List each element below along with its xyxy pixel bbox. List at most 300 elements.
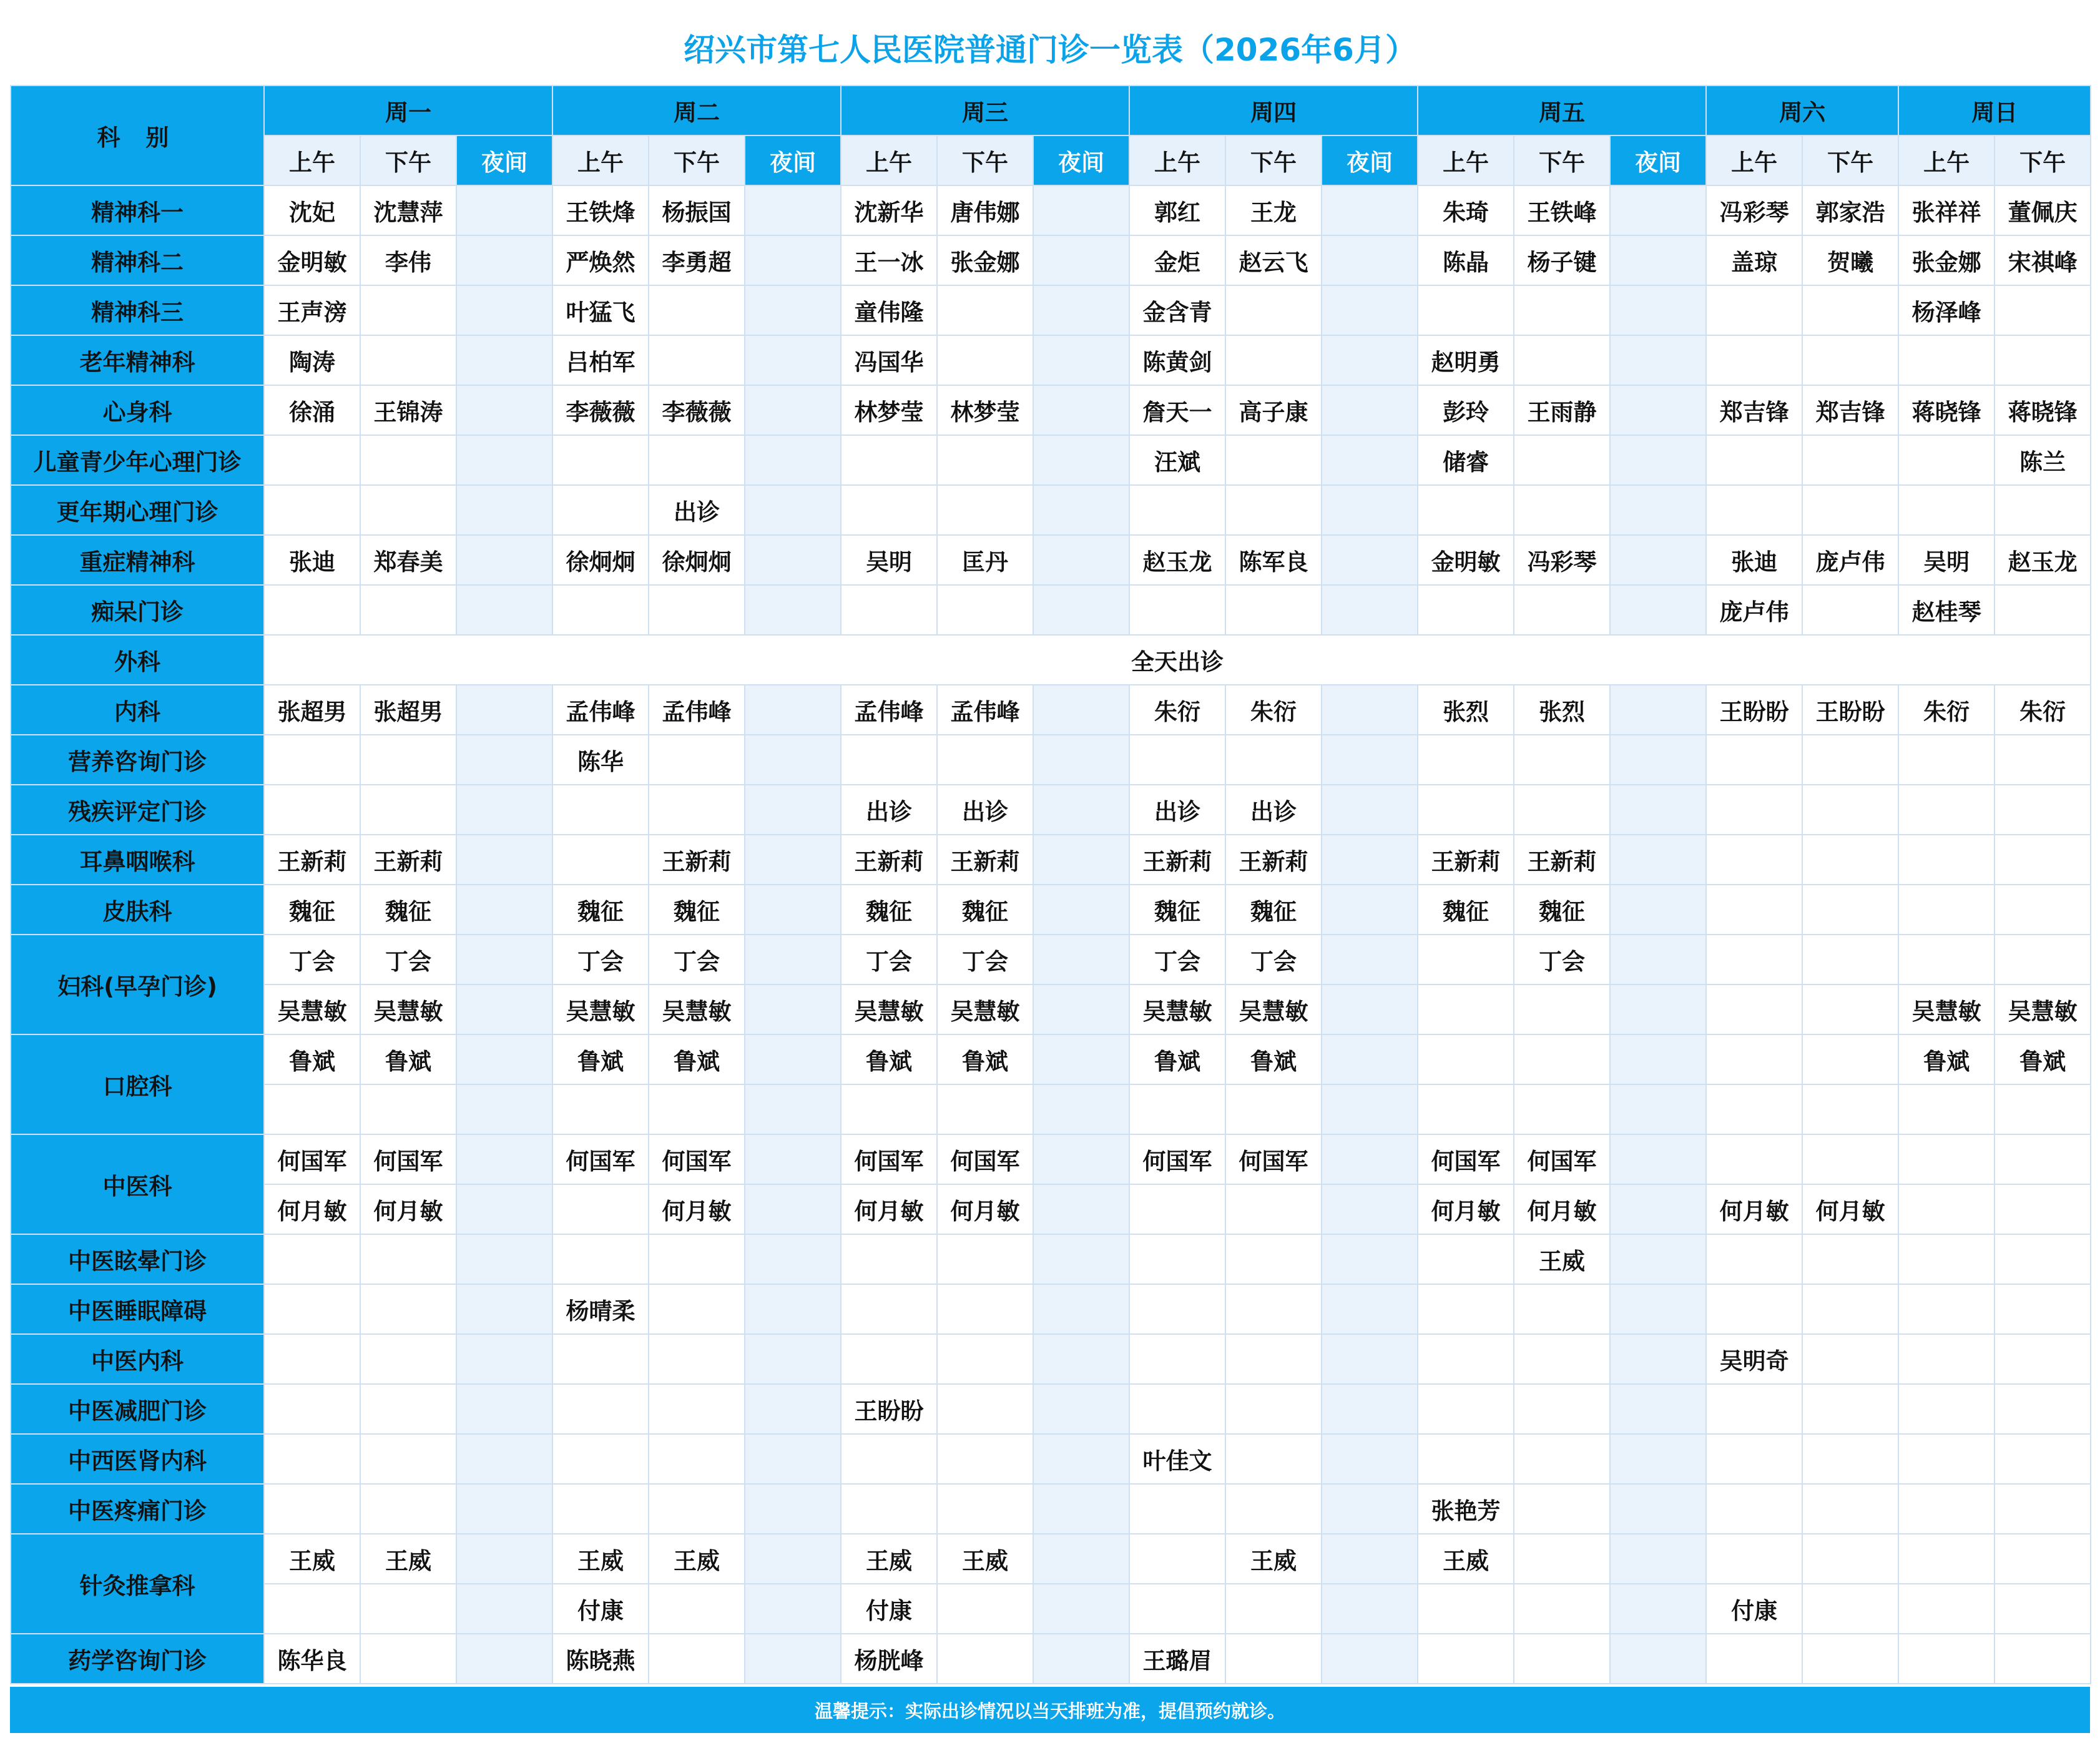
schedule-cell	[1898, 1534, 1995, 1584]
schedule-cell: 何国军	[1418, 1134, 1514, 1184]
session-header-night: 夜间	[745, 135, 841, 185]
schedule-cell	[456, 585, 552, 635]
schedule-cell	[1514, 585, 1610, 635]
schedule-cell: 鲁斌	[360, 1034, 456, 1084]
schedule-cell	[456, 1434, 552, 1484]
session-header-am: 上午	[1706, 135, 1802, 185]
schedule-cell	[1610, 1534, 1706, 1584]
schedule-cell	[1706, 1484, 1802, 1534]
schedule-cell	[1898, 1334, 1995, 1384]
schedule-cell	[1898, 1134, 1995, 1184]
schedule-cell	[1033, 185, 1129, 235]
schedule-cell: 郑春美	[360, 535, 456, 585]
schedule-cell: 庞卢伟	[1706, 585, 1802, 635]
schedule-cell	[745, 1484, 841, 1534]
schedule-cell: 徐炯炯	[552, 535, 649, 585]
schedule-cell: 李伟	[360, 235, 456, 285]
schedule-cell	[745, 585, 841, 635]
schedule-cell	[1802, 885, 1898, 935]
schedule-cell: 何国军	[1129, 1134, 1225, 1184]
day-header: 周二	[552, 86, 841, 135]
schedule-cell: 沈妃	[264, 185, 360, 235]
schedule-cell	[264, 1484, 360, 1534]
schedule-cell	[1802, 1634, 1898, 1684]
schedule-cell: 杨晴柔	[552, 1284, 649, 1334]
schedule-cell: 郑吉锋	[1802, 385, 1898, 435]
schedule-cell	[1995, 1634, 2091, 1684]
schedule-cell	[841, 585, 937, 635]
schedule-cell	[745, 285, 841, 335]
schedule-cell	[1225, 1234, 1322, 1284]
schedule-cell	[1995, 1284, 2091, 1334]
schedule-cell	[456, 185, 552, 235]
schedule-cell: 陈黄剑	[1129, 335, 1225, 385]
dept-name: 儿童青少年心理门诊	[11, 435, 264, 485]
schedule-cell: 郑吉锋	[1706, 385, 1802, 435]
schedule-cell: 出诊	[937, 785, 1033, 835]
schedule-cell	[1802, 1134, 1898, 1184]
day-header: 周一	[264, 86, 552, 135]
schedule-cell	[360, 1384, 456, 1434]
schedule-cell: 孟伟峰	[937, 685, 1033, 735]
schedule-cell	[1322, 435, 1418, 485]
table-row	[11, 585, 2091, 635]
schedule-cell	[1995, 1334, 2091, 1384]
schedule-cell	[649, 1084, 745, 1134]
schedule-cell	[264, 1334, 360, 1384]
schedule-cell	[745, 735, 841, 785]
schedule-cell: 庞卢伟	[1802, 535, 1898, 585]
schedule-cell	[1418, 485, 1514, 535]
schedule-cell	[841, 1434, 937, 1484]
schedule-cell: 丁会	[264, 935, 360, 984]
table-row	[11, 235, 2091, 285]
schedule-cell	[1033, 585, 1129, 635]
schedule-cell: 沈新华	[841, 185, 937, 235]
schedule-cell: 丁会	[649, 935, 745, 984]
schedule-cell	[552, 1384, 649, 1434]
schedule-cell	[1802, 1384, 1898, 1434]
schedule-cell: 鲁斌	[649, 1034, 745, 1084]
schedule-cell: 张迪	[264, 535, 360, 585]
schedule-cell	[456, 1384, 552, 1434]
schedule-cell	[1514, 435, 1610, 485]
schedule-cell: 王新莉	[1514, 835, 1610, 885]
dept-name: 中西医肾内科	[11, 1434, 264, 1484]
day-header: 周三	[841, 86, 1129, 135]
schedule-cell	[745, 885, 841, 935]
schedule-cell: 何月敏	[1418, 1184, 1514, 1234]
schedule-cell	[456, 935, 552, 984]
dept-name: 残疾评定门诊	[11, 785, 264, 835]
dept-name: 中医疼痛门诊	[11, 1484, 264, 1534]
schedule-cell: 匡丹	[937, 535, 1033, 585]
schedule-cell: 金明敏	[264, 235, 360, 285]
schedule-cell: 鲁斌	[1225, 1034, 1322, 1084]
schedule-cell	[745, 935, 841, 984]
schedule-cell	[1514, 1634, 1610, 1684]
session-header-am: 上午	[552, 135, 649, 185]
schedule-cell: 严焕然	[552, 235, 649, 285]
schedule-cell	[1033, 1234, 1129, 1284]
schedule-cell	[1898, 835, 1995, 885]
dept-name: 中医科	[11, 1134, 264, 1234]
schedule-cell	[1898, 1084, 1995, 1134]
day-header: 周日	[1898, 86, 2091, 135]
schedule-cell	[360, 1334, 456, 1384]
schedule-cell: 金含青	[1129, 285, 1225, 335]
schedule-cell	[1610, 935, 1706, 984]
schedule-cell	[1995, 285, 2091, 335]
schedule-cell	[1129, 1484, 1225, 1534]
schedule-cell: 丁会	[1225, 935, 1322, 984]
dept-name: 皮肤科	[11, 885, 264, 935]
table-row	[11, 1184, 2091, 1234]
schedule-cell	[456, 285, 552, 335]
session-header-night: 夜间	[456, 135, 552, 185]
dept-name: 中医减肥门诊	[11, 1384, 264, 1434]
table-row	[11, 485, 2091, 535]
schedule-cell: 鲁斌	[1129, 1034, 1225, 1084]
schedule-cell	[1322, 285, 1418, 335]
schedule-cell: 冯彩琴	[1514, 535, 1610, 585]
table-row	[11, 335, 2091, 385]
schedule-cell: 陈晶	[1418, 235, 1514, 285]
schedule-cell	[649, 1584, 745, 1634]
schedule-cell: 魏征	[360, 885, 456, 935]
schedule-cell	[1033, 285, 1129, 335]
schedule-cell	[745, 1134, 841, 1184]
schedule-cell: 王新莉	[360, 835, 456, 885]
table-row	[11, 785, 2091, 835]
schedule-cell: 吴明	[1898, 535, 1995, 585]
schedule-cell	[745, 984, 841, 1034]
schedule-cell	[1995, 1484, 2091, 1534]
schedule-cell	[1610, 335, 1706, 385]
schedule-cell	[1802, 1084, 1898, 1134]
dept-name: 妇科(早孕门诊)	[11, 935, 264, 1034]
schedule-cell	[1033, 1384, 1129, 1434]
schedule-cell	[937, 1084, 1033, 1134]
schedule-cell	[1514, 984, 1610, 1034]
schedule-cell	[1225, 1184, 1322, 1234]
schedule-cell	[1322, 335, 1418, 385]
schedule-cell: 吴慧敏	[1995, 984, 2091, 1034]
schedule-cell	[1610, 1284, 1706, 1334]
schedule-cell: 魏征	[1514, 885, 1610, 935]
schedule-cell	[1610, 585, 1706, 635]
schedule-cell	[1610, 1434, 1706, 1484]
schedule-cell	[456, 1634, 552, 1684]
schedule-cell	[1129, 1534, 1225, 1584]
table-row	[11, 1534, 2091, 1584]
session-header-night: 夜间	[1033, 135, 1129, 185]
schedule-cell	[745, 1634, 841, 1684]
schedule-cell: 何月敏	[841, 1184, 937, 1234]
schedule-cell: 詹天一	[1129, 385, 1225, 435]
schedule-cell	[1129, 1084, 1225, 1134]
schedule-cell	[649, 1484, 745, 1534]
schedule-cell	[1995, 1184, 2091, 1234]
schedule-cell	[649, 785, 745, 835]
schedule-cell	[1995, 1084, 2091, 1134]
schedule-cell	[1129, 735, 1225, 785]
table-row	[11, 735, 2091, 785]
session-header-am: 上午	[264, 135, 360, 185]
schedule-cell: 赵玉龙	[1129, 535, 1225, 585]
schedule-cell: 吴慧敏	[1898, 984, 1995, 1034]
schedule-cell	[456, 385, 552, 435]
schedule-cell	[1225, 1484, 1322, 1534]
schedule-cell	[1706, 1534, 1802, 1584]
schedule-cell: 何月敏	[264, 1184, 360, 1234]
schedule-cell	[1322, 1084, 1418, 1134]
schedule-cell	[1610, 1484, 1706, 1534]
schedule-cell	[1802, 1584, 1898, 1634]
schedule-cell	[1898, 335, 1995, 385]
schedule-cell	[937, 285, 1033, 335]
schedule-cell	[264, 1234, 360, 1284]
schedule-cell	[360, 1284, 456, 1334]
schedule-cell	[1033, 1284, 1129, 1334]
schedule-cell	[1610, 1034, 1706, 1084]
schedule-cell: 丁会	[360, 935, 456, 984]
schedule-cell: 吴慧敏	[360, 984, 456, 1034]
schedule-cell: 王新莉	[1418, 835, 1514, 885]
schedule-cell	[1514, 335, 1610, 385]
schedule-cell	[745, 1184, 841, 1234]
schedule-cell	[1802, 335, 1898, 385]
schedule-cell: 叶佳文	[1129, 1434, 1225, 1484]
schedule-cell	[1033, 1584, 1129, 1634]
schedule-cell	[1514, 1384, 1610, 1434]
schedule-cell	[1610, 1134, 1706, 1184]
schedule-cell: 盖琼	[1706, 235, 1802, 285]
schedule-cell	[1802, 1034, 1898, 1084]
schedule-cell	[552, 435, 649, 485]
schedule-cell	[841, 485, 937, 535]
schedule-cell	[1802, 1484, 1898, 1534]
schedule-cell	[1610, 185, 1706, 235]
schedule-cell	[745, 335, 841, 385]
schedule-cell	[1418, 1084, 1514, 1134]
schedule-cell	[1802, 735, 1898, 785]
schedule-cell	[552, 1084, 649, 1134]
schedule-cell	[1322, 485, 1418, 535]
schedule-cell	[1418, 1584, 1514, 1634]
schedule-cell	[1706, 785, 1802, 835]
schedule-cell	[937, 1634, 1033, 1684]
schedule-cell	[649, 1634, 745, 1684]
schedule-cell	[1322, 1634, 1418, 1684]
schedule-cell: 魏征	[264, 885, 360, 935]
schedule-cell	[1995, 1584, 2091, 1634]
schedule-cell: 王威	[937, 1534, 1033, 1584]
schedule-cell	[841, 1484, 937, 1534]
schedule-cell	[937, 735, 1033, 785]
session-header-am: 上午	[1898, 135, 1995, 185]
schedule-cell	[1033, 785, 1129, 835]
schedule-cell	[1898, 935, 1995, 984]
schedule-cell: 何国军	[1225, 1134, 1322, 1184]
schedule-cell: 朱衍	[1129, 685, 1225, 735]
schedule-cell	[745, 835, 841, 885]
schedule-cell	[1322, 835, 1418, 885]
dept-name: 耳鼻咽喉科	[11, 835, 264, 885]
schedule-cell: 赵明勇	[1418, 335, 1514, 385]
schedule-cell	[1418, 1234, 1514, 1284]
table-row	[11, 435, 2091, 485]
schedule-cell	[456, 435, 552, 485]
schedule-cell	[456, 835, 552, 885]
schedule-cell	[1225, 1284, 1322, 1334]
schedule-cell: 王龙	[1225, 185, 1322, 235]
schedule-cell: 鲁斌	[937, 1034, 1033, 1084]
schedule-cell	[1898, 1234, 1995, 1284]
schedule-cell	[649, 435, 745, 485]
schedule-cell: 出诊	[841, 785, 937, 835]
schedule-cell	[1514, 1034, 1610, 1084]
schedule-cell	[1995, 835, 2091, 885]
schedule-cell	[1802, 485, 1898, 535]
schedule-cell	[1225, 1334, 1322, 1384]
schedule-cell: 张金娜	[1898, 235, 1995, 285]
schedule-cell: 何国军	[841, 1134, 937, 1184]
schedule-cell: 吴慧敏	[552, 984, 649, 1034]
schedule-cell: 出诊	[1225, 785, 1322, 835]
schedule-cell	[1898, 1484, 1995, 1534]
schedule-cell	[1322, 1134, 1418, 1184]
schedule-table	[10, 85, 2091, 1684]
schedule-cell	[1033, 735, 1129, 785]
schedule-cell	[360, 1634, 456, 1684]
schedule-cell	[1322, 785, 1418, 835]
schedule-cell: 魏征	[649, 885, 745, 935]
schedule-cell	[1995, 485, 2091, 535]
schedule-cell	[1225, 735, 1322, 785]
schedule-cell	[1033, 335, 1129, 385]
schedule-cell	[1514, 735, 1610, 785]
schedule-cell: 魏征	[937, 885, 1033, 935]
schedule-cell	[1898, 1184, 1995, 1234]
schedule-cell	[1322, 535, 1418, 585]
schedule-cell	[1033, 535, 1129, 585]
schedule-cell	[1225, 435, 1322, 485]
schedule-cell	[1610, 1084, 1706, 1134]
schedule-cell	[1610, 785, 1706, 835]
schedule-cell: 张艳芳	[1418, 1484, 1514, 1534]
table-row	[11, 835, 2091, 885]
schedule-cell	[456, 1084, 552, 1134]
table-row	[11, 1134, 2091, 1184]
session-header-pm: 下午	[360, 135, 456, 185]
schedule-cell	[1322, 1434, 1418, 1484]
schedule-cell: 张迪	[1706, 535, 1802, 585]
schedule-cell	[1706, 1134, 1802, 1184]
schedule-cell	[1033, 1134, 1129, 1184]
schedule-cell	[456, 335, 552, 385]
schedule-cell	[1129, 1234, 1225, 1284]
schedule-cell	[456, 735, 552, 785]
schedule-cell: 何月敏	[360, 1184, 456, 1234]
schedule-cell: 朱琦	[1418, 185, 1514, 235]
schedule-cell	[360, 335, 456, 385]
session-header-night: 夜间	[1322, 135, 1418, 185]
schedule-cell: 金明敏	[1418, 535, 1514, 585]
schedule-cell	[456, 485, 552, 535]
schedule-cell: 李勇超	[649, 235, 745, 285]
schedule-cell: 王一冰	[841, 235, 937, 285]
dept-name: 重症精神科	[11, 535, 264, 585]
schedule-cell	[937, 335, 1033, 385]
schedule-cell: 何月敏	[1706, 1184, 1802, 1234]
schedule-cell: 王威	[264, 1534, 360, 1584]
schedule-cell	[360, 1434, 456, 1484]
dept-name: 中医内科	[11, 1334, 264, 1384]
schedule-cell	[1322, 984, 1418, 1034]
schedule-cell	[1610, 385, 1706, 435]
schedule-cell: 王新莉	[1225, 835, 1322, 885]
schedule-cell	[1802, 435, 1898, 485]
schedule-cell: 王盼盼	[1802, 685, 1898, 735]
schedule-cell	[1995, 335, 2091, 385]
schedule-cell	[649, 1284, 745, 1334]
schedule-cell	[1610, 1234, 1706, 1284]
schedule-cell: 唐伟娜	[937, 185, 1033, 235]
schedule-cell	[456, 1534, 552, 1584]
schedule-cell	[1995, 785, 2091, 835]
schedule-cell	[552, 1334, 649, 1384]
schedule-cell	[649, 735, 745, 785]
schedule-cell	[745, 1434, 841, 1484]
schedule-cell	[1033, 235, 1129, 285]
schedule-cell	[360, 1584, 456, 1634]
schedule-cell	[1706, 935, 1802, 984]
table-row	[11, 1084, 2091, 1134]
merged-cell: 全天出诊	[264, 635, 2091, 685]
schedule-cell	[1802, 935, 1898, 984]
schedule-cell	[1322, 585, 1418, 635]
schedule-cell	[1418, 735, 1514, 785]
schedule-cell	[745, 1234, 841, 1284]
schedule-cell	[552, 1184, 649, 1234]
schedule-cell	[1706, 984, 1802, 1034]
schedule-cell	[1995, 735, 2091, 785]
dept-name: 营养咨询门诊	[11, 735, 264, 785]
schedule-cell: 何国军	[360, 1134, 456, 1184]
schedule-cell	[937, 1284, 1033, 1334]
schedule-cell	[1898, 885, 1995, 935]
schedule-cell: 孟伟峰	[841, 685, 937, 735]
schedule-cell	[1322, 1184, 1418, 1234]
schedule-cell: 沈慧萍	[360, 185, 456, 235]
session-header-pm: 下午	[1514, 135, 1610, 185]
schedule-cell: 张金娜	[937, 235, 1033, 285]
schedule-cell: 丁会	[937, 935, 1033, 984]
schedule-cell	[1129, 585, 1225, 635]
day-header: 周五	[1418, 86, 1706, 135]
schedule-cell	[1706, 1434, 1802, 1484]
schedule-cell: 冯国华	[841, 335, 937, 385]
schedule-cell	[264, 585, 360, 635]
schedule-cell	[1995, 1234, 2091, 1284]
schedule-cell	[1322, 385, 1418, 435]
table-row	[11, 1584, 2091, 1634]
schedule-cell	[1418, 1384, 1514, 1434]
schedule-cell: 付康	[552, 1584, 649, 1634]
table-row	[11, 635, 2091, 685]
schedule-cell	[1514, 1434, 1610, 1484]
